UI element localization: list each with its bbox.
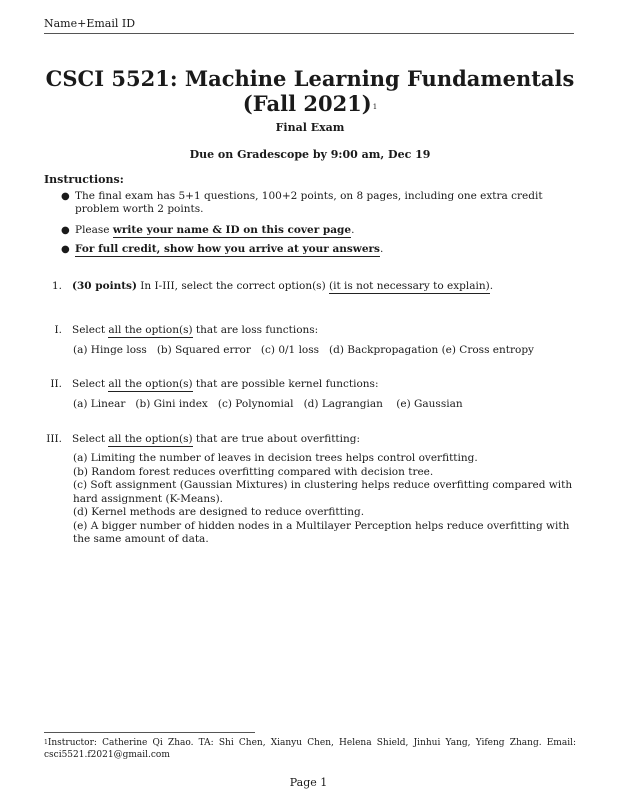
option-c: (c) 0/1 loss [260,344,320,356]
instruction-item-2-bold: write your name & ID on this cover page [112,224,352,236]
option-e: (e) Cross entropy [441,344,534,356]
instruction-item-1 [61,190,575,216]
page-title [40,66,580,116]
option-a: (a) Linear [73,398,126,410]
question-1-underlined: (it is not necessary to explain) [329,280,490,292]
part-2-numeral: II. [50,378,62,390]
part-1-suffix: that are loss functions: [192,324,319,336]
footnote-rule [44,732,255,733]
part-1-options [73,344,534,358]
part-3-underlined: all the option(s) [108,433,193,445]
option-d: (d) Lagrangian [303,398,383,410]
question-1-end: . [489,280,494,292]
part-3-prefix: Select [72,433,109,445]
part-1-numeral: I. [54,324,62,336]
option-d: (d) Kernel methods are designed to reduce overfitting. [73,506,365,518]
question-1-text: In I-III, select the correct option(s) [136,280,329,292]
bullet-icon: ● [61,244,70,255]
instruction-item-2 [61,224,575,237]
page-number: Page 1 [289,776,328,789]
footnote-mark: 1 [44,739,48,746]
header-rule [44,33,574,34]
option-d: (d) Backpropagation [329,344,439,356]
title-text: CSCI 5521: Machine Learning Fundamentals (Fall 2021) [45,66,575,116]
option-b: (b) Gini index [135,398,208,410]
instruction-item-3-suffix: . [379,243,384,255]
instruction-item-1-text: The final exam has 5+1 questions, 100+2 points, on 8 pages, including one extra credit problem worth 2 points. [75,190,543,215]
option-c: (c) Soft assignment (Gaussian Mixtures) in clustering helps reduce overfitting compared with hard assignment (K-Means). [73,479,573,505]
instruction-item-2-prefix: Please [75,224,113,236]
option-b: (b) Squared error [156,344,251,356]
bullet-icon: ● [61,225,70,236]
option-a: (a) Hinge loss [73,344,147,356]
instruction-item-3-bold: For full credit, show how you arrive at your answers [75,243,380,255]
part-1-prefix: Select [72,324,109,336]
option-a: (a) Limiting the number of leaves in decision trees helps control overfitting. [73,452,478,464]
question-1-points: (30 points) [72,280,137,292]
part-2-options [73,398,463,412]
name-email-header: Name+Email ID [44,17,136,30]
exam-subtitle: Final Exam [275,121,345,134]
part-3-numeral: III. [46,433,62,445]
question-1-number: 1. [51,280,62,292]
part-3-options [73,452,578,547]
part-3-suffix: that are true about overfitting: [192,433,361,445]
option-e: (e) Gaussian [396,398,463,410]
part-2-underlined: all the option(s) [108,378,193,390]
option-b: (b) Random forest reduces overfitting compared with decision tree. [73,465,434,478]
footnote-text: Instructor: Catherine Qi Zhao. TA: Shi Chen, Xianyu Chen, Helena Shield, Jinhui Yang, Yifeng Zhang. Email: csci5521.f2021@gmail.com [44,738,576,760]
instruction-item-3 [61,243,575,256]
option-c: (c) Polynomial [217,398,294,410]
instruction-item-2-suffix: . [351,224,355,236]
footnote [44,737,576,761]
part-2-prefix: Select [72,378,109,390]
title-footnote-mark: 1 [372,103,378,111]
instructions-heading: Instructions: [44,173,124,186]
option-e: (e) A bigger number of hidden nodes in a Multilayer Perception helps reduce overfitting with the same amount of data. [73,519,570,545]
part-1-underlined: all the option(s) [108,324,193,336]
bullet-icon: ● [61,191,70,202]
due-date: Due on Gradescope by 9:00 am, Dec 19 [189,148,431,161]
part-2-suffix: that are possible kernel functions: [192,378,379,390]
